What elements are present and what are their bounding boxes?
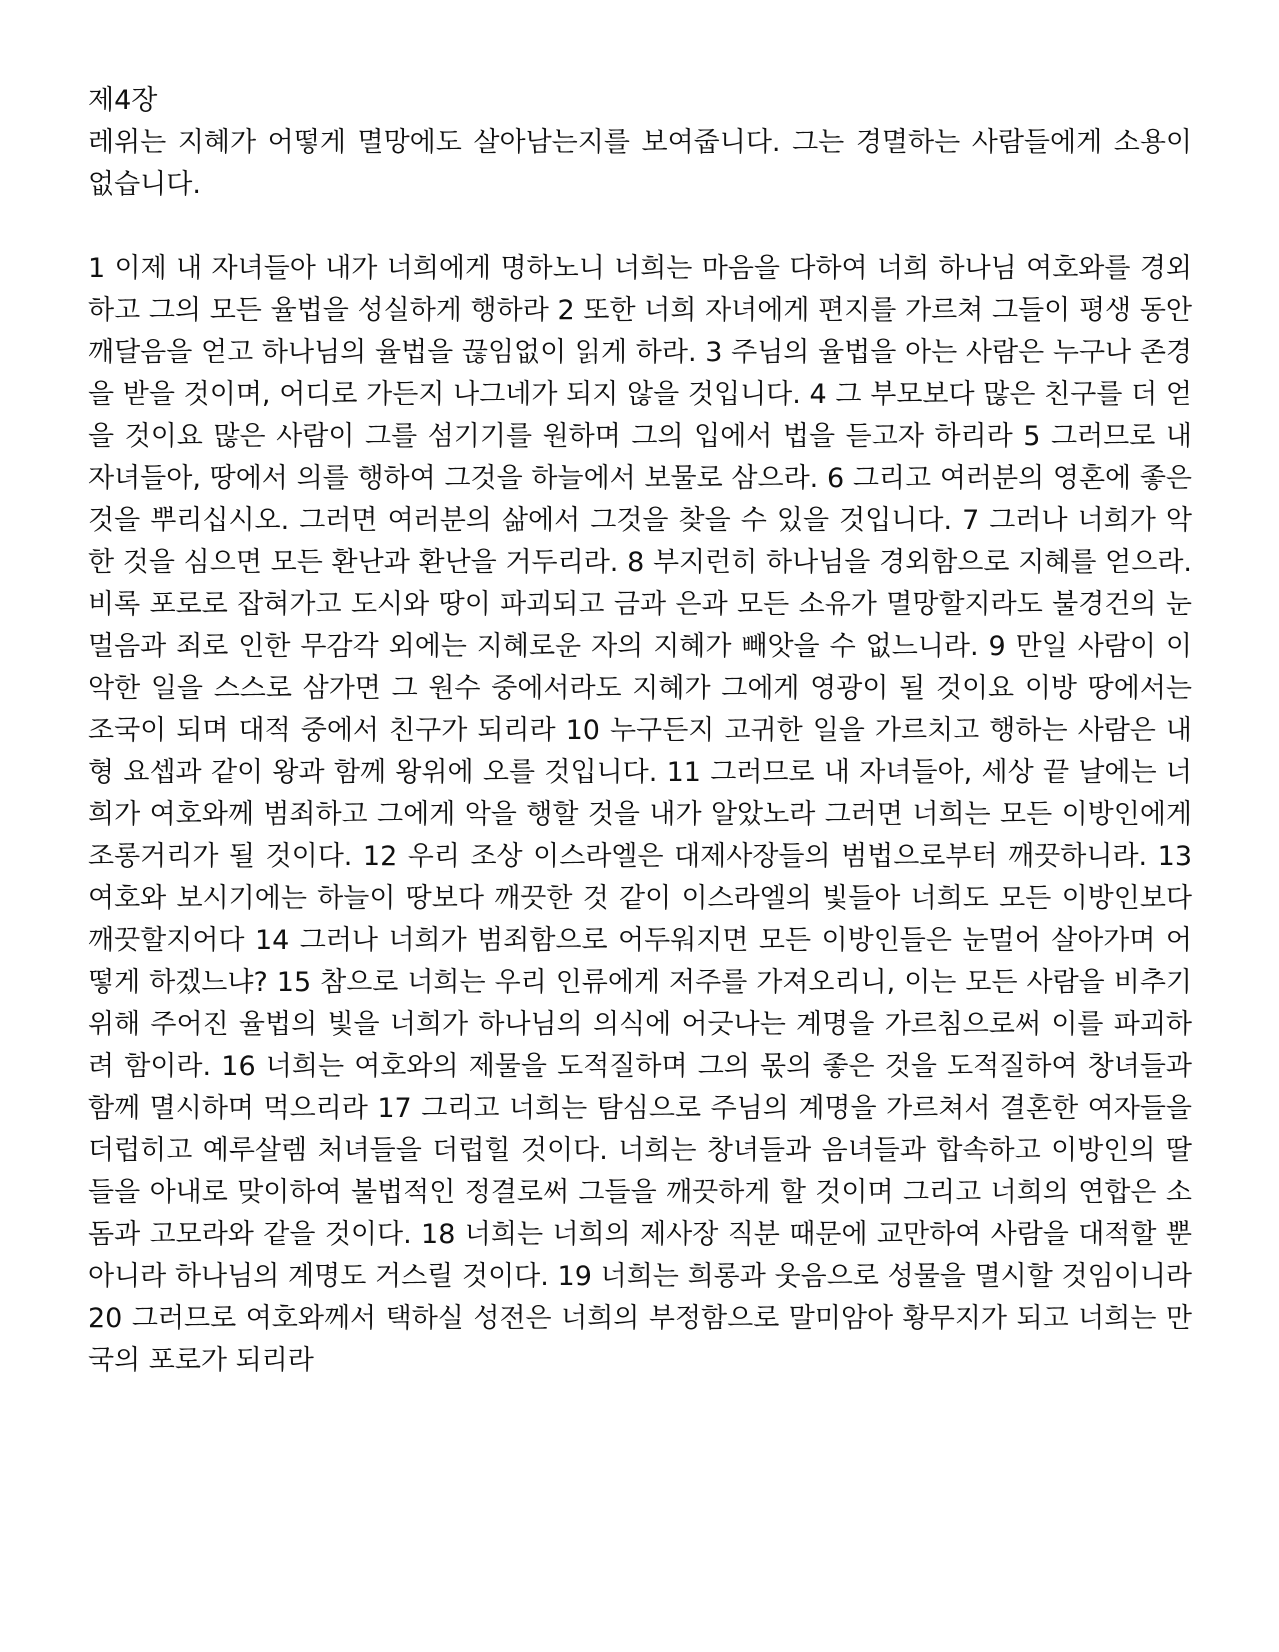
chapter-body-text: 1 이제 내 자녀들아 내가 너희에게 명하노니 너희는 마음을 다하여 너희 하나님 여호와를 경외하고 그의 모든 율법을 성실하게 행하라 2 또한 너희 자녀에게 편지를 가르쳐 그들이 평생 동안 깨달음을 얻고 하나님의 율법을 끊임없이 읽게 하라. 3 주님의 율법을 아는 사람은 누구나 존경을 받을 것이며, 어디로 가든지 나그네가 되지 않을 것입니다. 4 그 부모보다 많은 친구를 더 얻을 것이요 많은 사람이 그를 섬기기를 원하며 그의 입에서 법을 듣고자 하리라 5 그러므로 내 자녀들아, 땅에서 의를 행하여 그것을 하늘에서 보물로 삼으라. 6 그리고 여러분의 영혼에 좋은 것을 뿌리십시오. 그러면 여러분의 삶에서 그것을 찾을 수 있을 것입니다. 7 그러나 너희가 악한 것을 심으면 모든 환난과 환난을 거두리라. 8 부지런히 하나님을 경외함으로 지혜를 얻으라. 비록 포로로 잡혀가고 도시와 땅이 파괴되고 금과 은과 모든 소유가 멸망할지라도 불경건의 눈멀음과 죄로 인한 무감각 외에는 지혜로운 자의 지혜가 빼앗을 수 없느니라. 9 만일 사람이 이 악한 일을 스스로 삼가면 그 원수 중에서라도 지혜가 그에게 영광이 될 것이요 이방 땅에서는 조국이 되며 대적 중에서 친구가 되리라 10 누구든지 고귀한 일을 가르치고 행하는 사람은 내 형 요셉과 같이 왕과 함께 왕위에 오를 것입니다. 11 그러므로 내 자녀들아, 세상 끝 날에는 너희가 여호와께 범죄하고 그에게 악을 행할 것을 내가 알았노라 그러면 너희는 모든 이방인에게 조롱거리가 될 것이다. 12 우리 조상 이스라엘은 대제사장들의 범법으로부터 깨끗하니라. 13 여호와 보시기에는 하늘이 땅보다 깨끗한 것 같이 이스라엘의 빛들아 너희도 모든 이방인보다 깨끗할지어다 14 그러나 너희가 범죄함으로 어두워지면 모든 이방인들은 눈멀어 살아가며 어떻게 하겠느냐? 15 참으로 너희는 우리 인류에게 저주를 가져오리니, 이는 모든 사람을 비추기 위해 주어진 율법의 빛을 너희가 하나님의 의식에 어긋나는 계명을 가르침으로써 이를 파괴하려 함이라. 16 너희는 여호와의 제물을 도적질하며 그의 몫의 좋은 것을 도적질하여 창녀들과 함께 멸시하며 먹으리라 17 그리고 너희는 탐심으로 주님의 계명을 가르쳐서 결혼한 여자들을 더럽히고 예루살렘 처녀들을 더럽힐 것이다. 너희는 창녀들과 음녀들과 합속하고 이방인의 딸들을 아내로 맞이하여 불법적인 정결로써 그들을 깨끗하게 할 것이며 그리고 너희의 연합은 소돔과 고모라와 같을 것이다. 18 너희는 너희의 제사장 직분 때문에 교만하여 사람을 대적할 뿐 아니라 하나님의 계명도 거스릴 것이다. 19 너희는 희롱과 웃음으로 성물을 멸시할 것임이니라 20 그러므로 여호와께서 택하실 성전은 너희의 부정함으로 말미암아 황무지가 되고 너희는 만국의 포로가 되리라: [88, 253, 1192, 1376]
chapter-title: 제4장: [88, 85, 158, 116]
document-page: [88, 80, 1192, 1382]
paragraph-spacer: [88, 206, 1192, 248]
chapter-summary: 레위는 지혜가 어떻게 멸망에도 살아남는지를 보여줍니다. 그는 경멸하는 사람들에게 소용이 없습니다.: [88, 127, 1192, 200]
